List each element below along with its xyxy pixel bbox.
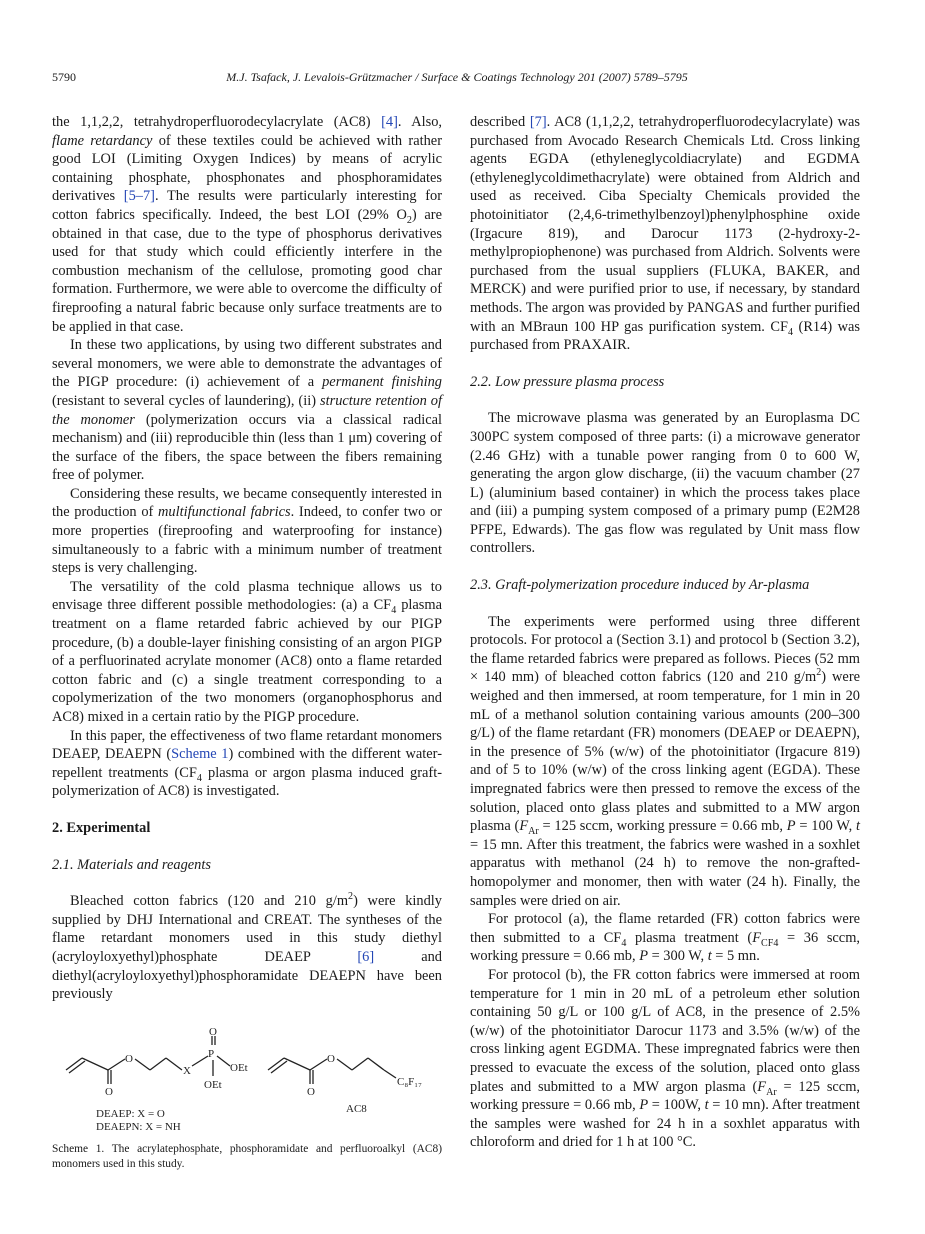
atom-label: C₈F₁₇	[397, 1076, 422, 1088]
atom-label: OEt	[204, 1079, 222, 1091]
page-number: 5790	[52, 70, 76, 84]
citation-link[interactable]: [7]	[529, 114, 547, 130]
atom-label: O	[307, 1086, 315, 1098]
citation-link[interactable]: [5–7]	[123, 188, 155, 205]
compound-label: DEAEP: X = O	[96, 1108, 165, 1120]
atom-label: O	[125, 1053, 133, 1065]
atom-label: P	[208, 1048, 215, 1060]
paragraph: For protocol (a), the flame retarded (FR) cotton fabrics were then submitted to a $CF_4$ plasma treatment ($F_{CF4} = 36$ sccm, working pressure = 0.66 mb, P = 300 W, t = 5 mn.	[470, 911, 860, 965]
paragraph: Considering these results, we became consequently interested in the production of multifunctional fabrics. Indeed, to confer two or more properties (fireproofing and waterproofing for instance) simultaneously to a fabric with a minimum number of treatment steps is very challenging.	[52, 485, 442, 577]
atom-label: O	[327, 1053, 335, 1065]
subsection-heading: 2.1. Materials and reagents	[52, 856, 211, 873]
left-column	[52, 113, 442, 1004]
deaep-structure	[66, 1036, 230, 1084]
scheme-caption: Scheme 1. The acrylatephosphate, phosphoramidate and perfluoroalkyl (AC8) monomers used in this study.	[52, 1143, 442, 1170]
atom-label: X	[183, 1065, 191, 1077]
paragraph: The versatility of the cold plasma technique allows us to envisage three different possible methodologies: (a) a $CF_4$ plasma treatment on a flame retarded fabric achieved by our PIGP procedure, (b) a double-layer finishing consisting of an argon PIGP of a perfluorinated acrylate monomer (AC8) onto a flame retarded cotton fabric and (c) a single treatment corresponding to a copolymerization of the two monomers (organophosphorus and AC8) mixed in a certain ratio by the PIGP procedure.	[52, 578, 442, 725]
scheme-link[interactable]: Scheme 1	[171, 746, 229, 763]
paragraph: described [7]. AC8 (1,1,2,2, tetrahydroperfluorodecylacrylate) was purchased from Avocado Research Chemicals Ltd. Cross linking agents EGDA (ethyleneglycoldiacrylate) and EGDMA (ethyleneglycoldimethacrylate) were obtained from Aldrich and used as received. Ciba Specialty Chemicals provided the photoinitiator (2,4,6-trimethylbenzoyl)phenylphosphine oxide (Irgacure 819), and Darocur 1173 (2-hydroxy-2-methylpropiophenone) was purchased from Aldrich. Solvents were purchased from the usual suppliers (FLUKA, BAKER, and MERCK) and were purified prior to use, if necessary, by standard methods. The argon was provided by PANGAS and further purified with an MBraun 100 HP gas purification system. $CF_4$ (R14) was purchased from PRAXAIR.	[470, 114, 860, 354]
paragraph: Bleached cotton fabrics (120 and 210 $g/m^2$) were kindly supplied by DHJ International and CREAT. The syntheses of the flame retardant monomers used in this study diethyl (acryloyloxyethyl)phosphate DEAEP [6] and diethyl(acryloyloxyethyl)phosphoramidate DEAEPN have been previously	[52, 891, 442, 1003]
citation-link[interactable]: [6]	[357, 948, 375, 965]
atom-label: OEt	[230, 1062, 248, 1074]
compound-label: AC8	[346, 1103, 367, 1115]
paragraph: For protocol (b), the FR cotton fabrics were immersed at room temperature for 1 min in 20 mL of a petroleum ether solution containing 50 g/L or 100 g/L of AC8, in the presence of 2.5% (w/w) of the photoinitiator Darocur 1173 and 3.5% (w/w) of the cross linking agent EGDMA. These impregnated fabrics were then pressed to evacuate the excess of the solution, placed onto glass plates and submitted to a MW argon plasma ($F_{Ar} = 125$ sccm, working pressure = 0.66 mb, P = 100W, t = 10 mn). After treatment the samples were washed for 24 h in a soxhlet apparatus with chloroform and dried for 1 h at 100 °C.	[470, 966, 860, 1151]
right-column	[470, 113, 860, 1152]
page-header	[52, 70, 862, 90]
paragraph: the 1,1,2,2, tetrahydroperfluorodecylacrylate (AC8) [4]. Also, flame retardancy of these textiles could be achieved with rather good LOI (Limiting Oxygen Indices) by means of acrylic containing phosphate, phosphonates and phosphoramidates derivatives [5–7]. The results were particularly interesting for cotton fabrics specifically. Indeed, the best LOI (29% $O_2$) are obtained in that case, due to the type of phosphorus derivatives used for that study which could efficiently interfere in the combustion mechanism of the cellulose, promoting good char formation. Furthermore, we were able to overcome the difficulty of fireproofing a natural fabric because only surface treatments are to be applied in that case.	[52, 114, 442, 335]
atom-label: O	[105, 1086, 113, 1098]
running-title: M.J. Tsafack, J. Levalois-Grützmacher / Surface & Coatings Technology 201 (2007) 5789–5795	[226, 70, 688, 84]
subsection-heading: 2.2. Low pressure plasma process	[470, 373, 665, 390]
paragraph: The microwave plasma was generated by an Europlasma DC 300PC system composed of three parts: (i) a microwave generator (2.46 GHz) with a tunable power ranging from 0 to 600 W, generating the argon glow discharge, (ii) the vacuum chamber (27 L) (aluminium based container) in which the process takes place and (iii) a pumping system composed of a primary pump (E2M28 PFPE, Edwards). The gas flow was regulated by Unit mass flow controllers.	[470, 410, 860, 557]
section-heading: 2. Experimental	[52, 819, 151, 836]
subsection-heading: 2.3. Graft-polymerization procedure induced by Ar-plasma	[470, 577, 810, 594]
scheme-1-structures	[52, 1020, 442, 1140]
compound-label: DEAEPN: X = NH	[96, 1121, 181, 1133]
paragraph: The experiments were performed using three different protocols. For protocol a (Section 3.1) and protocol b (Section 3.2), the flame retarded fabrics were prepared as follows. Pieces (52 mm × 140 mm) of bleached cotton fabrics (120 and 210 $g/m^2$) were weighed and then immersed, at room temperature, for 1 min in 20 mL of a methanol solution containing various amounts (200–300 g/L) of the flame retardant (FR) monomers (DEAEP or DEAEPN), in the presence of 5% (w/w) of the photoinitiator (Irgacure 819) and of 5 to 10% (w/w) of the cross linking agent (EGDA). These impregnated fabrics were then pressed to remove the excess of the solution, placed onto glass plates and submitted to a MW argon plasma ($F_{Ar} = 125$ sccm, working pressure = 0.66 mb, P = 100 W, t = 15 mn. After this treatment, the fabrics were washed in a soxhlet apparatus with methanol (24 h) to remove the non-grafted-homopolymer and monomer, then with water (24 h). Finally, the samples were dried on air.	[470, 613, 860, 909]
atom-label: O	[209, 1026, 217, 1038]
citation-link[interactable]: [4]	[381, 114, 398, 130]
paragraph: In these two applications, by using two different substrates and several monomers, we were able to demonstrate the advantages of the PIGP procedure: (i) achievement of a permanent finishing (resistant to several cycles of laundering), (ii) structure retention of the monomer (polymerization occurs via a classical radical mechanism) and (iii) reproducible thin (less than 1 μm) covering of the surface of the fibers, the space between the fibers remaining free of polymer.	[52, 337, 442, 484]
paragraph: In this paper, the effectiveness of two flame retardant monomers DEAEP, DEAEPN (Scheme 1) combined with the different water-repellent treatments ($CF_4$ plasma or argon plasma induced graft-polymerization of AC8) is investigated.	[52, 727, 442, 800]
